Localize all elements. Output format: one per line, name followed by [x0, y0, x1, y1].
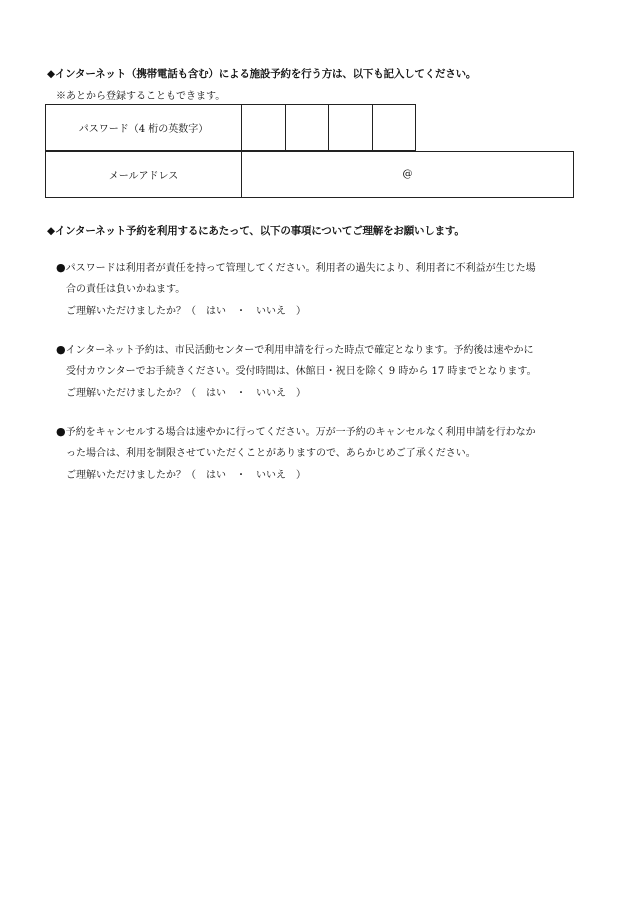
bullet-icon: ● — [56, 261, 66, 274]
confirmation-question[interactable]: ご理解いただけましたか？（ はい ・ いいえ ） — [66, 306, 306, 317]
password-digit-4[interactable] — [373, 105, 416, 151]
bullet-icon: ● — [56, 343, 66, 356]
password-digit-2[interactable] — [286, 105, 329, 151]
password-label: パスワード（4 桁の英数字） — [46, 105, 242, 151]
notice-item-reservation — [56, 339, 591, 405]
notice-text-cont: った場合は、利用を制限させていただくことがありますので、あらかじめご了承ください。 — [66, 448, 476, 459]
section1-heading: ◆インターネット（携帯電話も含む）による施設予約を行う方は、以下も記入してください。 — [47, 68, 477, 80]
email-field[interactable]: @ — [242, 152, 574, 198]
email-label: メールアドレス — [46, 152, 242, 198]
notice-item-cancel — [56, 421, 591, 487]
notice-text: パスワードは利用者が責任を持って管理してください。利用者の過失により、利用者に不利益が生じた場 — [65, 263, 536, 274]
notice-text-cont: 受付カウンターでお手続きください。受付時間は、休館日・祝日を除く 9 時から 17 時までとなります。 — [66, 366, 537, 377]
notice-text: インターネット予約は、市民活動センターで利用申請を行った時点で確定となります。予約後は速やかに — [65, 345, 534, 356]
email-table — [45, 151, 574, 198]
password-table — [45, 104, 416, 151]
confirmation-question[interactable]: ご理解いただけましたか？（ はい ・ いいえ ） — [66, 388, 306, 399]
section2-heading: ◆インターネット予約を利用するにあたって、以下の事項についてご理解をお願いします。 — [47, 225, 465, 237]
confirmation-question[interactable]: ご理解いただけましたか？（ はい ・ いいえ ） — [66, 470, 306, 481]
password-digit-3[interactable] — [329, 105, 373, 151]
notice-text-cont: 合の責任は負いかねます。 — [66, 284, 186, 295]
notice-text: 予約をキャンセルする場合は速やかに行ってください。万が一予約のキャンセルなく利用申請を行わなか — [65, 427, 536, 438]
bullet-icon: ● — [56, 425, 66, 438]
password-digit-1[interactable] — [242, 105, 286, 151]
notice-item-password — [56, 257, 591, 323]
registration-note: ※あとから登録することもできます。 — [56, 91, 226, 102]
